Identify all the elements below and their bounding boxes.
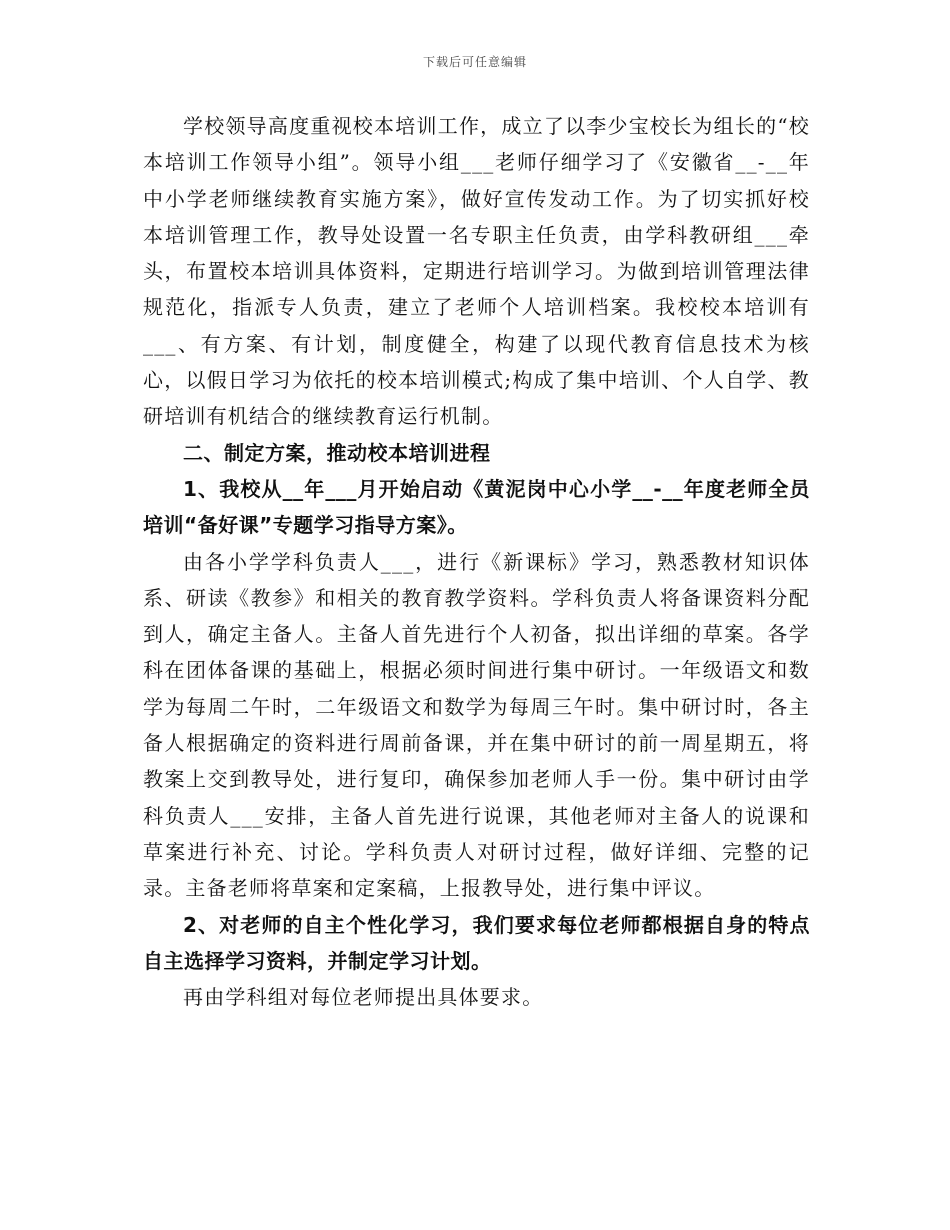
item-2-heading: 2、对老师的自主个性化学习，我们要求每位老师都根据自身的特点自主选择学习资料，并制定学习计划。 [143, 912, 810, 973]
paragraph-leadership: 学校领导高度重视校本培训工作，成立了以李少宝校长为组长的“校本培训工作领导小组”。领导小组___老师仔细学习了《安徽省__-__年中小学老师继续教育实施方案》，做好宣传发动工作。为了切实抓好校本培训管理工作，教导处设置一名专职主任负责，由学科教研组___牵头，布置校本培训具体资料，定期进行培训学习。为做到培训管理法律规范化，指派专人负责，建立了老师个人培训档案。我校校本培训有___、有方案、有计划，制度健全，构建了以现代教育信息技术为核心，以假日学习为依托的校本培训模式;构成了集中培训、个人自学、教研培训有机结合的继续教育运行机制。 [143, 114, 810, 429]
section-heading-2: 二、制定方案，推动校本培训进程 [183, 440, 491, 465]
item-1-heading: 1、我校从__年___月开始启动《黄泥岗中心小学__-__年度老师全员培训“备好课”专题学习指导方案》。 [143, 476, 810, 538]
header-note: 下载后可任意编辑 [422, 55, 527, 69]
document-body [143, 108, 810, 1015]
paragraph-subject-prep: 由各小学学科负责人___，进行《新课标》学习，熟悉教材知识体系、研读《教参》和相关的教育教学资料。学科负责人将备课资料分配到人，确定主备人。主备人首先进行个人初备，拟出详细的草案。各学科在团体备课的基础上，根据必须时间进行集中研讨。一年级语文和数学为每周二午时，二年级语文和数学为每周三午时。集中研讨时，各主备人根据确定的资料进行周前备课，并在集中研讨的前一周星期五，将教案上交到教导处，进行复印，确保参加老师人手一份。集中研讨由学科负责人___安排，主备人首先进行说课，其他老师对主备人的说课和草案进行补充、讨论。学科负责人对研讨过程，做好详细、完整的记录。主备老师将草案和定案稿，上报教导处，进行集中评议。 [143, 549, 810, 901]
paragraph-requirements: 再由学科组对每位老师提出具体要求。 [183, 985, 544, 1010]
